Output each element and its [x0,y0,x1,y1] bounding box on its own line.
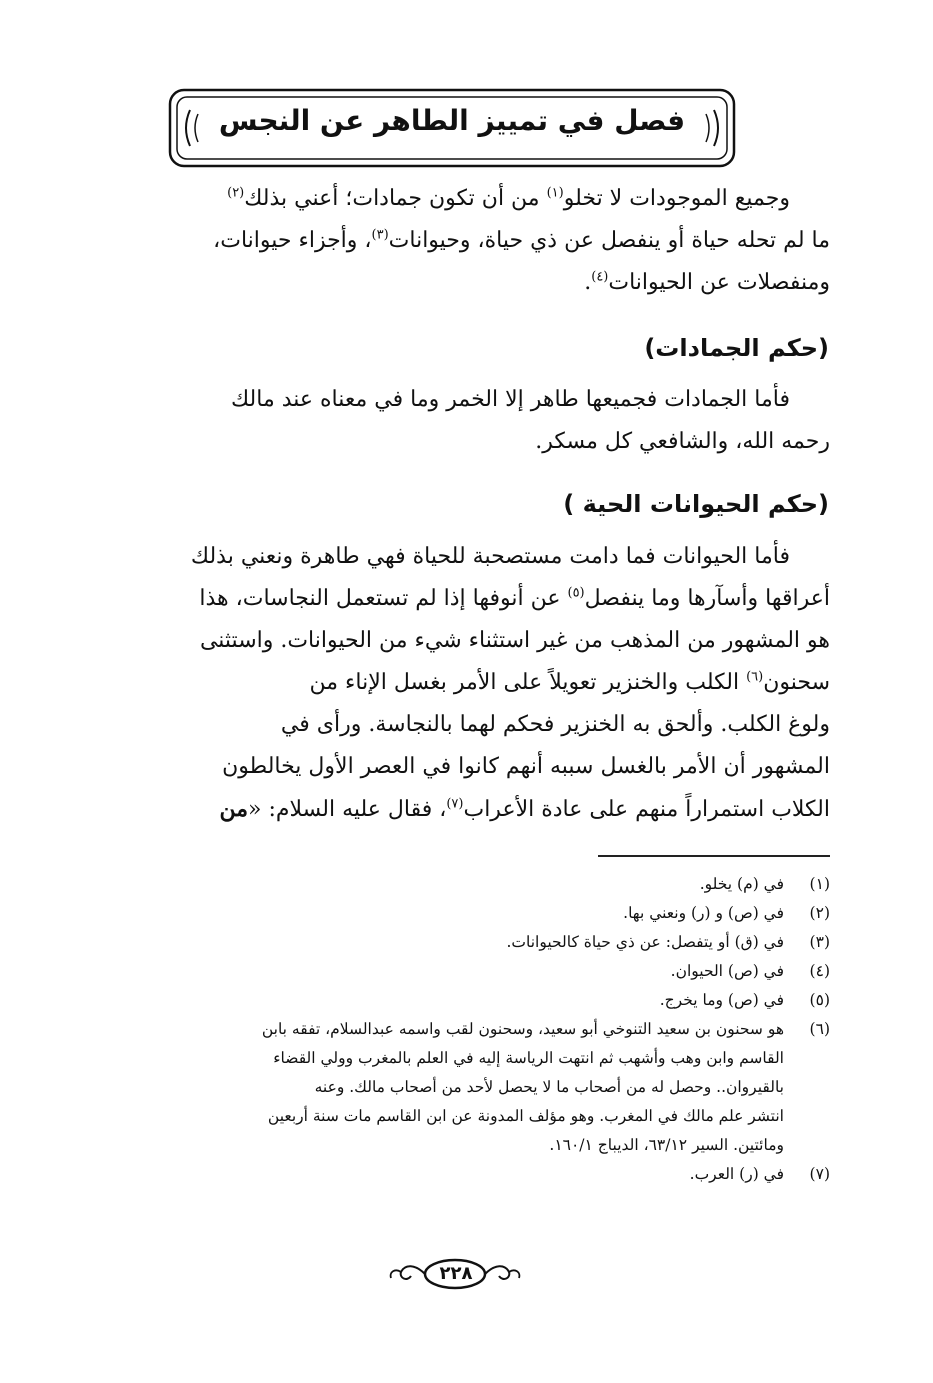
footnote-number: (٤) [809,962,830,980]
footnote-number: (١) [809,875,830,893]
page-number-ornament [385,1256,525,1292]
section-paragraph [78,536,830,830]
text-run: من [219,796,249,822]
text-run: أعراقها وأسآرها وما ينفصل [584,586,830,611]
footnote-line: انتشر علم مالك في المغرب. وهو مؤلف المدونة عن ابن القاسم مات سنة أربعين [267,1107,784,1125]
text-run: وجميع الموجودات لا تخلو [563,186,790,211]
text-run: ما لم تحله حياة أو ينفصل عن ذي حياة، وحيوانات [388,228,830,253]
footnote-line: ومائتين. السير ٦٣/١٢، الديباج ١٦٠/١. [549,1136,784,1154]
footnote-ref[interactable]: (٣) [371,227,389,243]
footnote-item [78,1160,830,1189]
footnote-ref[interactable]: (٥) [567,585,585,601]
footnote-item [78,928,830,957]
intro-line-2 [78,220,830,262]
footnote-item [78,986,830,1015]
paragraph-line: رحمه الله، والشافعي كل مسكر. [535,429,830,454]
paragraph-line: هو المشهور من المذهب من غير استثناء شيء من الحيوانات. واستثنى [199,628,830,653]
paragraph-line: فأما الجمادات فجميعها طاهر إلا الخمر وما في معناه عند مالك [231,387,790,412]
footnotes [78,870,830,1189]
footnote-ref[interactable]: (١) [546,185,564,201]
paragraph-line [78,662,830,704]
footnote-number: (٣) [809,933,830,951]
text-run: الكلب والخنزير تعويلاً على الأمر بغسل الإناء من [309,670,747,695]
paragraph-line [78,578,830,620]
text-run: ، فقال عليه السلام: « [248,797,447,822]
intro-line-3 [78,262,830,304]
footnote-number: (٢) [809,904,830,922]
text-run: ومنفصلات عن الحيوانات [608,270,830,295]
footnote-item [78,1015,830,1160]
chapter-title-frame [168,88,736,168]
footnote-number: (٦) [809,1020,830,1038]
footnote-line: بالقيروان.. وحصل له من أصحاب ما لا يحصل لأحد من أصحاب مالك. وعنه [314,1078,784,1096]
intro-line-1 [78,178,830,220]
footnote-text: في (ص) الحيوان. [670,962,784,980]
footnote-separator [598,855,830,857]
footnote-text: في (م) يخلو. [699,875,784,893]
text-run: عن أنوفها إذا لم تستعمل النجاسات، هذا [199,586,568,611]
page-number: ٢٢٨ [439,1263,473,1284]
section-heading: (حكم الجمادات) [644,334,829,362]
footnote-ref[interactable]: (٦) [746,669,764,685]
footnote-item [78,870,830,899]
section-paragraph [78,379,830,463]
section-heading: (حكم الحيوانات الحية ) [563,490,829,518]
footnote-line: هو سحنون بن سعيد التنوخي أبو سعيد، وسحنون لقب واسمه عبدالسلام، تفقه بابن [261,1020,784,1038]
paragraph-line: ولوغ الكلب. وألحق به الخنزير فحكم لهما بالنجاسة. ورأى في [280,712,830,737]
footnote-line: القاسم وابن وهب وأشهب ثم انتهت الرياسة إليه في العلم بالمغرب وولي القضاء [273,1049,784,1067]
footnote-ref[interactable]: (٤) [591,269,609,285]
footnote-number: (٧) [809,1165,830,1183]
text-run: الكلاب استمراراً منهم على عادة الأعراب [463,797,830,822]
paragraph-line [78,788,830,830]
footnote-number: (٥) [809,991,830,1009]
footnote-text: في (ص) و (ر) ونعني بها. [623,904,784,922]
footnote-text: في (ر) العرب. [689,1165,784,1183]
paragraph-line: فأما الحيوانات فما دامت مستصحبة للحياة فهي طاهرة ونعني بذلك [190,544,790,569]
text-run: . [584,270,592,295]
chapter-title: فصل في تمييز الطاهر عن النجس [218,104,686,137]
footnote-ref[interactable]: (٢) [227,185,245,201]
text-run: ، وأجزاء حيوانات، [213,228,372,253]
paragraph-line: المشهور أن الأمر بالغسل سببه أنهم كانوا في العصر الأول يخالطون [222,754,830,779]
footnote-text [78,1015,784,1160]
footnote-ref[interactable]: (٧) [446,796,464,812]
text-run: سحنون [763,670,830,695]
footnote-item [78,899,830,928]
footnote-text: في (ق) أو يتفصل: عن ذي حياة كالحيوانات. [506,933,784,951]
footnote-text: في (ص) وما يخرج. [659,991,784,1009]
intro-paragraph [78,178,830,304]
footnote-item [78,957,830,986]
text-run: من أن تكون جمادات؛ أعني بذلك [244,186,547,211]
